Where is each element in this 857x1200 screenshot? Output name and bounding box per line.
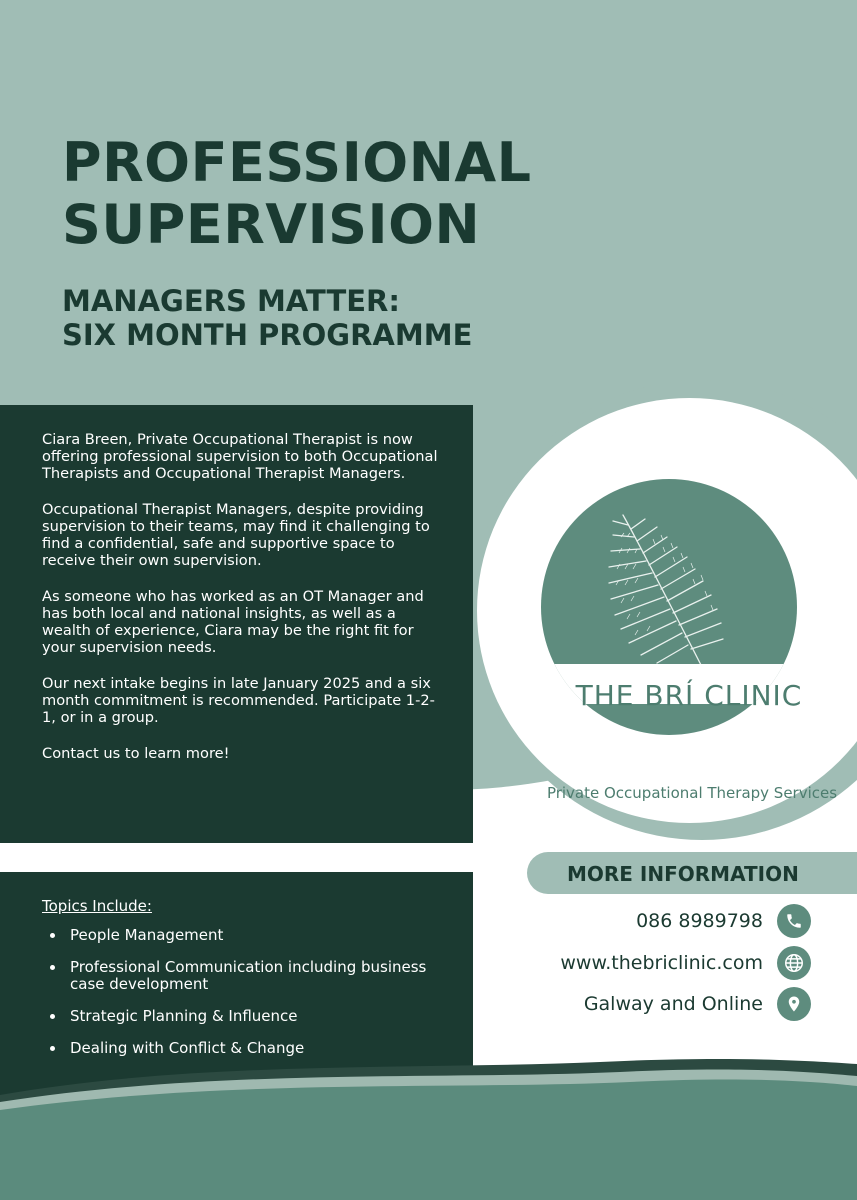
topics-list	[42, 927, 453, 1057]
website-link[interactable]: www.thebriclinic.com	[560, 952, 763, 974]
contact-website[interactable]	[560, 946, 811, 980]
intro-panel	[0, 405, 473, 843]
more-info-label: MORE INFORMATION	[567, 862, 799, 886]
footer-wave	[0, 1050, 857, 1200]
title-line-2: SUPERVISION	[62, 193, 481, 256]
location-text: Galway and Online	[583, 993, 763, 1015]
topics-heading: Topics Include:	[42, 897, 152, 915]
page-subtitle	[62, 284, 472, 352]
globe-icon	[777, 946, 811, 980]
phone-number[interactable]: 086 8989798	[636, 910, 763, 932]
fern-icon	[601, 507, 741, 667]
subtitle-line-2: SIX MONTH PROGRAMME	[62, 318, 473, 352]
intro-paragraph: Contact us to learn more!	[42, 745, 230, 762]
location-pin-icon	[777, 987, 811, 1021]
intro-paragraph: As someone who has worked as an OT Manager and has both local and national insights, as well as a wealth of experience, Ciara may be the right fit for your supervision needs.	[42, 588, 424, 656]
intro-paragraph: Our next intake begins in late January 2025 and a six month commitment is recommended. Participate 1-2-1, or in a group.	[42, 675, 435, 726]
title-line-1: PROFESSIONAL	[62, 131, 532, 194]
clinic-name: THE BRÍ CLINIC	[575, 679, 803, 712]
list-item: Dealing with Conflict & Change	[42, 1040, 453, 1057]
page-title	[62, 132, 532, 256]
intro-paragraph: Ciara Breen, Private Occupational Therapist is now offering professional supervision to both Occupational Therapists and Occupational Therapist Managers.	[42, 431, 438, 482]
subtitle-line-1: MANAGERS MATTER:	[62, 284, 400, 318]
list-item: Professional Communication including business case development	[42, 959, 453, 993]
list-item: People Management	[42, 927, 453, 944]
intro-paragraph: Occupational Therapist Managers, despite providing supervision to their teams, may find it challenging to find a confidential, safe and supportive space to receive their own supervision.	[42, 501, 430, 569]
list-item: Strategic Planning & Influence	[42, 1008, 453, 1025]
clinic-tagline: Private Occupational Therapy Services	[546, 784, 838, 802]
contact-phone[interactable]	[636, 904, 811, 938]
phone-icon	[777, 904, 811, 938]
contact-location	[584, 987, 811, 1021]
